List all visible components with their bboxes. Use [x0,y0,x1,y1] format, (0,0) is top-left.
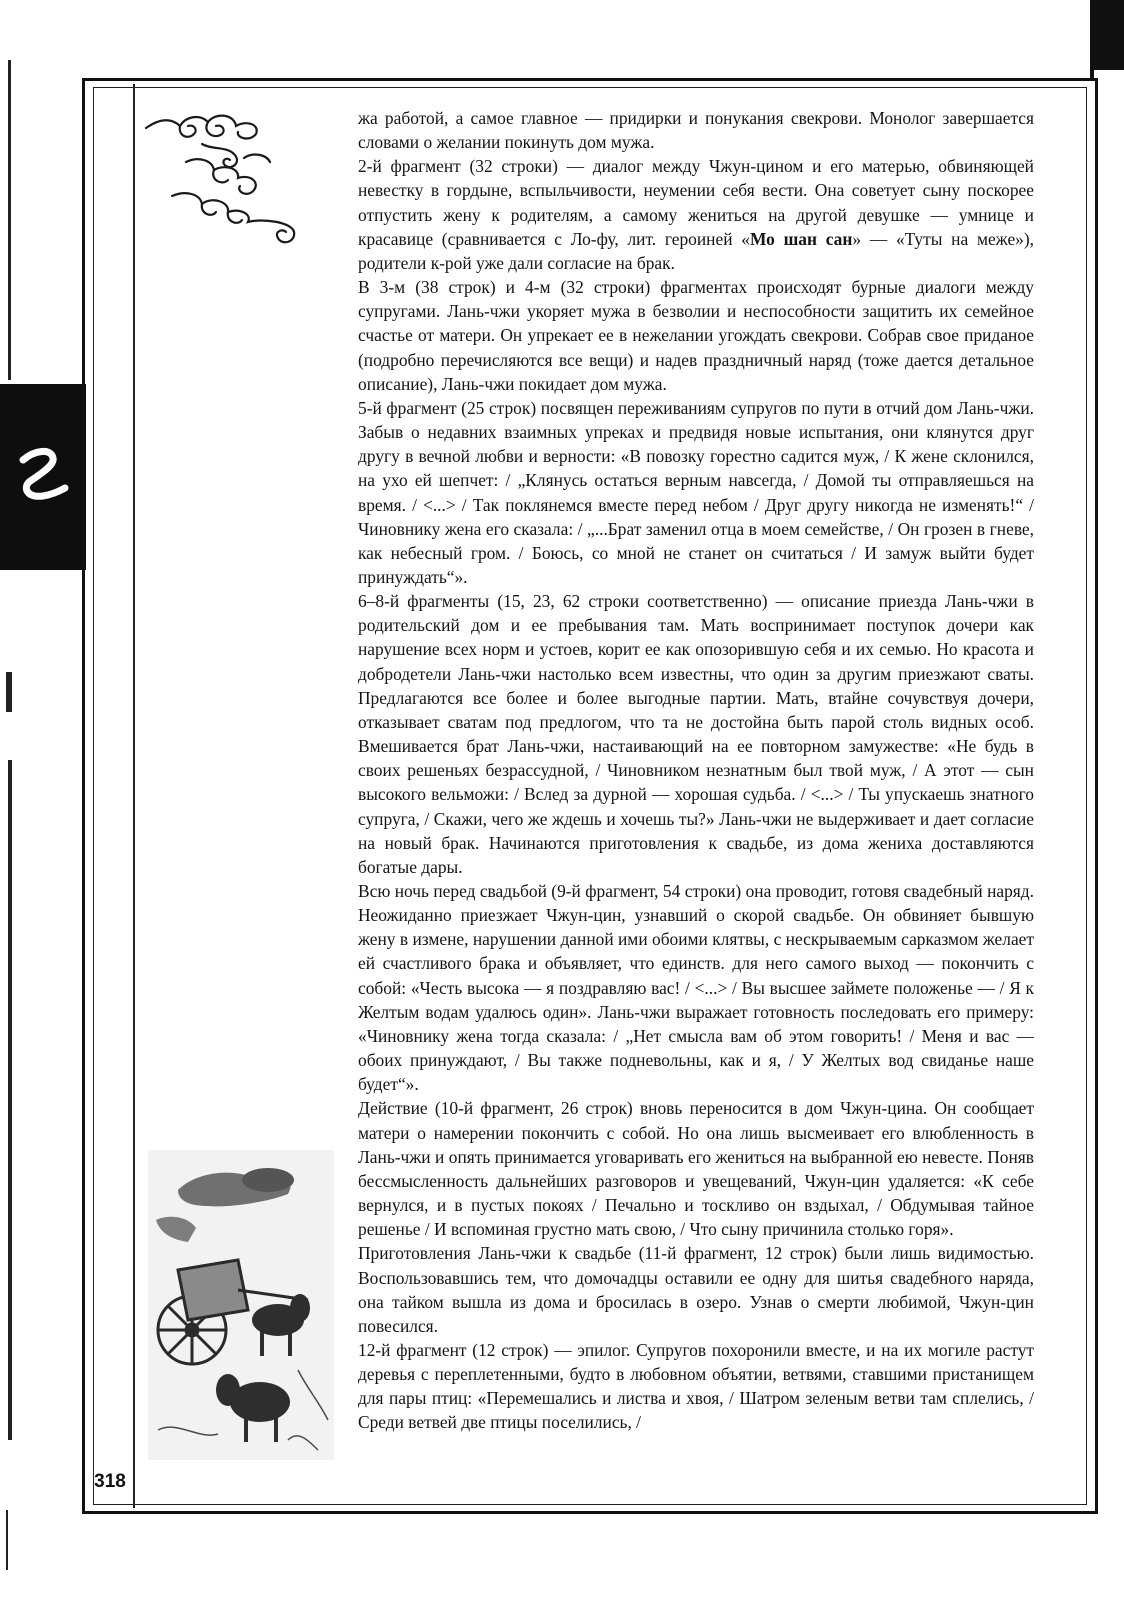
paragraph: 12-й фрагмент (12 строк) — эпилог. Супругов похоронили вместе, и на их могиле растут деревья с переплетенными, будто в любовном объятии, ветвями, ставшими пристанищем для пары птиц: «Перемешались и листва и хвоя, / Шатром зеленым ветви там сплелись, / Среди ветвей две птицы поселились, / [358,1339,1034,1433]
paragraph: В 3-м (38 строк) и 4-м (32 строки) фрагментах происходят бурные диалоги между супругами. Лань-чжи укоряет мужа в безволии и неспособности защитить их семейное счастье от матери. Он упрекает ее в нежелании угождать свекрови. Собрав свое приданое (подробно перечисляются все вещи) и надев праздничный наряд (тоже дается детальное описание), Лань-чжи покидает дом мужа. [358,277,1034,394]
scan-corner-tick [1090,70,1094,78]
page-number: 318 [94,1471,126,1492]
carriage-illustration [148,1150,334,1460]
cloud-ornament-icon [142,110,302,250]
paragraph: Всю ночь перед свадьбой (9-й фрагмент, 54 строки) она проводит, готовя свадебный наряд. Неожиданно приезжает Чжун-цин, узнавший о скорой свадьбе. Он обвиняет бывшую жену в измене, нарушении данной ими обоими клятвы, с нескрываемым сарказмом желает ей счастливого брака и объявляет, что единств. для него самого выход — покончить с собой: «Честь высока — я поздравляю вас! / <...> / Вы высшее займете положенье — / Я к Желтым водам удалюсь один». Лань-чжи выражает готовность последовать его примеру: «Чиновнику жена тогда сказала: / „Нет смысла вам об этом говорить! / Меня и вас — обоих принуждают, / Вы также подневольны, как и я, / У Желтых вод свиданье наше будет“». [358,881,1034,1095]
paragraph: 6–8-й фрагменты (15, 23, 62 строки соответственно) — описание приезда Лань-чжи в родительский дом и ее пребывания там. Мать воспринимает поступок дочери как нарушение всех норм и устоев, корит ее как опозорившую себя и их семью. Но красота и добродетели Лань-чжи настолько всем известны, что один за другим приезжают сваты. Предлагаются все более и более выгодные партии. Мать, втайне сочувствуя дочери, отказывает сватам под предлогом, что та не достойна быть парой столь видных особ. Вмешивается брат Лань-чжи, настаивающий на ее повторном замужестве: «Не будь в своих решеньях безрассудной, / Чиновником незнатным был твой муж, / А этот — сын высокого вельможи: / Вслед за дурной — хорошая судьба. / <...> / Ты упускаешь знатного супруга, / Скажи, чего же ждешь и хочешь ты?» Лань-чжи не выдерживает и дает согласие на новый брак. Начинаются приготовления к свадьбе, из дома жениха доставляются богатые дары. [358,591,1034,877]
section-glyph-icon [13,442,73,512]
margin-rule [133,84,135,1508]
scan-edge-line [6,1510,8,1570]
paragraph-text: 2-й фрагмент (32 строки) — диалог между Чжун-цином и его матерью, обвиняющей невестку в гордыне, вспыльчивости, неумении себя вести. Она советует сыну поскорее отпустить жену к родителям, а самому жениться на другой девушке — умнице и красавице (сравнивается с Ло-фу, лит. героиней « [358,156,1034,249]
paragraph: 5-й фрагмент (25 строк) посвящен переживаниям супругов по пути в отчий дом Лань-чжи. Забыв о недавних взаимных упреках и предвидя новые испытания, они клянутся друг другу в вечной любви и верности: «В повозку горестно садится муж, / К жене склонился, на ухо ей шепчет: / „Клянусь остаться верным навсегда, / Домой ты отправляешься на время. / <...> / Так поклянемся вместе перед небом / Друг другу никогда не изменять!“ / Чиновнику жена его сказала: / „...Брат заменил отца в моем семействе, / Он грозен в гневе, как небесный гром. / Боюсь, со мной не станет он считаться / И замуж выйти будет принуждать“». [358,397,1034,587]
work-title: Мо шан сан [749,228,853,249]
paragraph [358,154,1034,275]
section-tab [0,384,86,570]
paragraph-text: » — «Туты на меже»), родители к-рой уже дали согласие на брак. [358,228,1034,273]
paragraph: жа работой, а самое главное — придирки и понукания свекрови. Монолог завершается словами о желании покинуть дом мужа. [358,108,1034,153]
paragraph: Приготовления Лань-чжи к свадьбе (11-й фрагмент, 12 строк) были лишь видимостью. Воспользовавшись тем, что домочадцы оставили ее одну для шитья свадебного наряда, она тайком вышла из дома и бросилась в озеро. Узнав о смерти любимой, Чжун-цин повесился. [358,1243,1034,1336]
scan-corner-mark [1090,0,1124,70]
paragraph: Действие (10-й фрагмент, 26 строк) вновь переносится в дом Чжун-цина. Он сообщает матери о намерении покончить с собой. Но она лишь высмеивает его влюбленность в Лань-чжи и опять принимается уговаривать его жениться на выбранной ею невесте. Поняв бессмысленность дальнейших разговоров и увещеваний, Чжун-цин удаляется: «К себе вернулся, и в пустых покоях / Печально и тоскливо он вздыхал, / Обдумывая тайное решенье / И вспоминая грустно мать свою, / Что сыну причинила столько горя». [358,1098,1034,1240]
article-body [358,106,1034,1501]
scan-edge-line [8,760,12,1440]
scan-edge-line [6,672,12,712]
scan-edge-line [8,60,11,380]
